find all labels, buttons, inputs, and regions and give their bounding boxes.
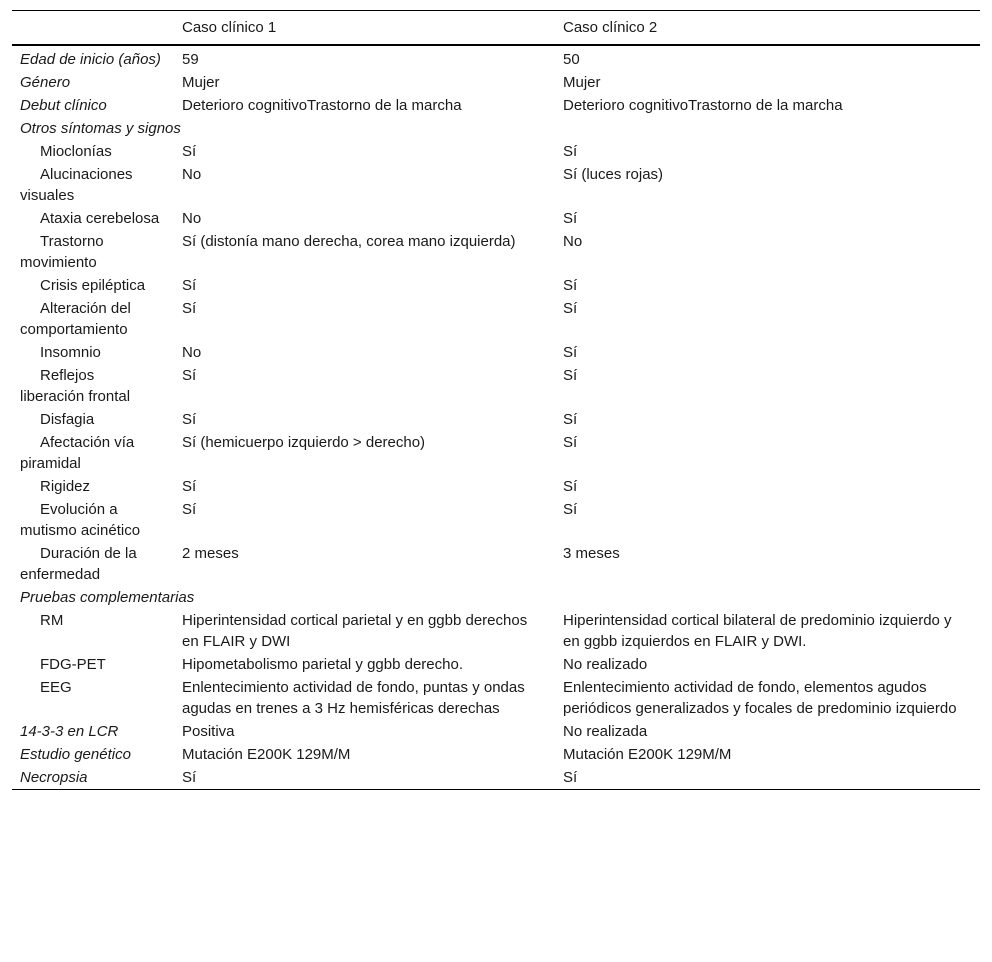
- cell-case-2: Sí: [563, 434, 578, 451]
- header-case-2: Caso clínico 2: [563, 19, 658, 36]
- cell-case-2: No realizada: [563, 723, 648, 740]
- cell-case-1: No: [182, 210, 202, 227]
- row-label: Alteración del comportamiento: [20, 300, 131, 338]
- table-row: [12, 94, 980, 117]
- cell-case-2: 3 meses: [563, 545, 620, 562]
- table-row: [12, 542, 980, 586]
- cell-case-2: Deterioro cognitivoTrastorno de la marcha: [563, 97, 843, 114]
- table-row: [12, 297, 980, 341]
- cell-case-2: Sí: [563, 367, 578, 384]
- row-label: 14-3-3 en LCR: [20, 723, 119, 740]
- header-empty: [12, 11, 172, 46]
- table-row: [12, 207, 980, 230]
- cell-case-1: Sí (hemicuerpo izquierdo > derecho): [182, 434, 426, 451]
- table-row: [12, 653, 980, 676]
- section-row: [12, 117, 980, 140]
- table-row: [12, 498, 980, 542]
- table-container: [12, 10, 992, 790]
- table-row: [12, 720, 980, 743]
- cell-case-1: Sí: [182, 143, 197, 160]
- section-row: [12, 586, 980, 609]
- cell-case-1: Sí: [182, 478, 197, 495]
- table-row: [12, 274, 980, 297]
- cell-case-2: Sí: [563, 769, 578, 786]
- cell-case-1: No: [182, 166, 202, 183]
- cell-case-2: Mutación E200K 129M/M: [563, 746, 732, 763]
- cell-case-1: 59: [182, 51, 199, 68]
- row-label: Crisis epiléptica: [40, 277, 146, 294]
- cell-case-1: Hipometabolismo parietal y ggbb derecho.: [182, 656, 463, 673]
- row-label: Necropsia: [20, 769, 88, 786]
- header-case-1: Caso clínico 1: [182, 19, 277, 36]
- table-row: [12, 163, 980, 207]
- cell-case-2: No: [563, 233, 583, 250]
- row-label: Género: [20, 74, 71, 91]
- cell-case-1: Sí (distonía mano derecha, corea mano izquierda): [182, 233, 516, 250]
- section-title: Pruebas complementarias: [20, 589, 195, 606]
- cell-case-1: Sí: [182, 367, 197, 384]
- table-row: [12, 71, 980, 94]
- table-row: [12, 140, 980, 163]
- cell-case-1: Hiperintensidad cortical parietal y en ggbb derechos en FLAIR y DWI: [182, 612, 528, 650]
- cell-case-2: Sí: [563, 411, 578, 428]
- cell-case-1: No: [182, 344, 202, 361]
- cell-case-1: Deterioro cognitivoTrastorno de la marcha: [182, 97, 462, 114]
- cell-case-1: Mujer: [182, 74, 220, 91]
- cell-case-2: Sí (luces rojas): [563, 166, 664, 183]
- row-label: Duración de la enfermedad: [20, 545, 137, 583]
- cell-case-2: Sí: [563, 143, 578, 160]
- cell-case-1: Positiva: [182, 723, 235, 740]
- table-row: [12, 45, 980, 71]
- cell-case-1: Sí: [182, 277, 197, 294]
- cell-case-1: 2 meses: [182, 545, 239, 562]
- cell-case-1: Enlentecimiento actividad de fondo, puntas y ondas agudas en trenes a 3 Hz hemisféricas derechas: [182, 679, 525, 717]
- row-label: Edad de inicio (años): [20, 51, 161, 68]
- cell-case-2: Enlentecimiento actividad de fondo, elementos agudos periódicos generalizados y focales de predominio izquierdo: [563, 679, 957, 717]
- cell-case-2: Sí: [563, 344, 578, 361]
- table-row: [12, 609, 980, 653]
- cell-case-2: No realizado: [563, 656, 648, 673]
- cell-case-2: Sí: [563, 277, 578, 294]
- row-label: RM: [40, 612, 64, 629]
- row-label: Afectación vía piramidal: [20, 434, 135, 472]
- table-row: [12, 676, 980, 720]
- cell-case-1: Mutación E200K 129M/M: [182, 746, 351, 763]
- row-label: Debut clínico: [20, 97, 107, 114]
- table-row: [12, 341, 980, 364]
- table-row: [12, 431, 980, 475]
- row-label: EEG: [40, 679, 72, 696]
- row-label: Trastorno movimiento: [20, 233, 104, 271]
- row-label: Mioclonías: [40, 143, 112, 160]
- cell-case-2: Sí: [563, 210, 578, 227]
- row-label: Estudio genético: [20, 746, 131, 763]
- table-row: [12, 364, 980, 408]
- row-label: Alucinaciones visuales: [20, 166, 133, 204]
- table-row: [12, 408, 980, 431]
- row-label: FDG-PET: [40, 656, 106, 673]
- clinical-cases-table: [12, 10, 980, 790]
- row-label: Rigidez: [40, 478, 91, 495]
- row-label: Disfagia: [40, 411, 95, 428]
- table-row: [12, 743, 980, 766]
- cell-case-2: Hiperintensidad cortical bilateral de predominio izquierdo y en ggbb izquierdos en FLAIR y DWI.: [563, 612, 952, 650]
- row-label: Evolución a mutismo acinético: [20, 501, 141, 539]
- table-row: [12, 475, 980, 498]
- cell-case-1: Sí: [182, 411, 197, 428]
- table-row: [12, 766, 980, 790]
- cell-case-2: Sí: [563, 501, 578, 518]
- cell-case-2: Sí: [563, 478, 578, 495]
- row-label: Ataxia cerebelosa: [40, 210, 160, 227]
- row-label: Reflejos liberación frontal: [20, 367, 131, 405]
- table-row: [12, 230, 980, 274]
- cell-case-1: Sí: [182, 300, 197, 317]
- cell-case-2: Sí: [563, 300, 578, 317]
- cell-case-1: Sí: [182, 769, 197, 786]
- row-label: Insomnio: [40, 344, 101, 361]
- cell-case-2: 50: [563, 51, 580, 68]
- cell-case-2: Mujer: [563, 74, 601, 91]
- cell-case-1: Sí: [182, 501, 197, 518]
- table-header-row: [12, 11, 980, 46]
- section-title: Otros síntomas y signos: [20, 120, 181, 137]
